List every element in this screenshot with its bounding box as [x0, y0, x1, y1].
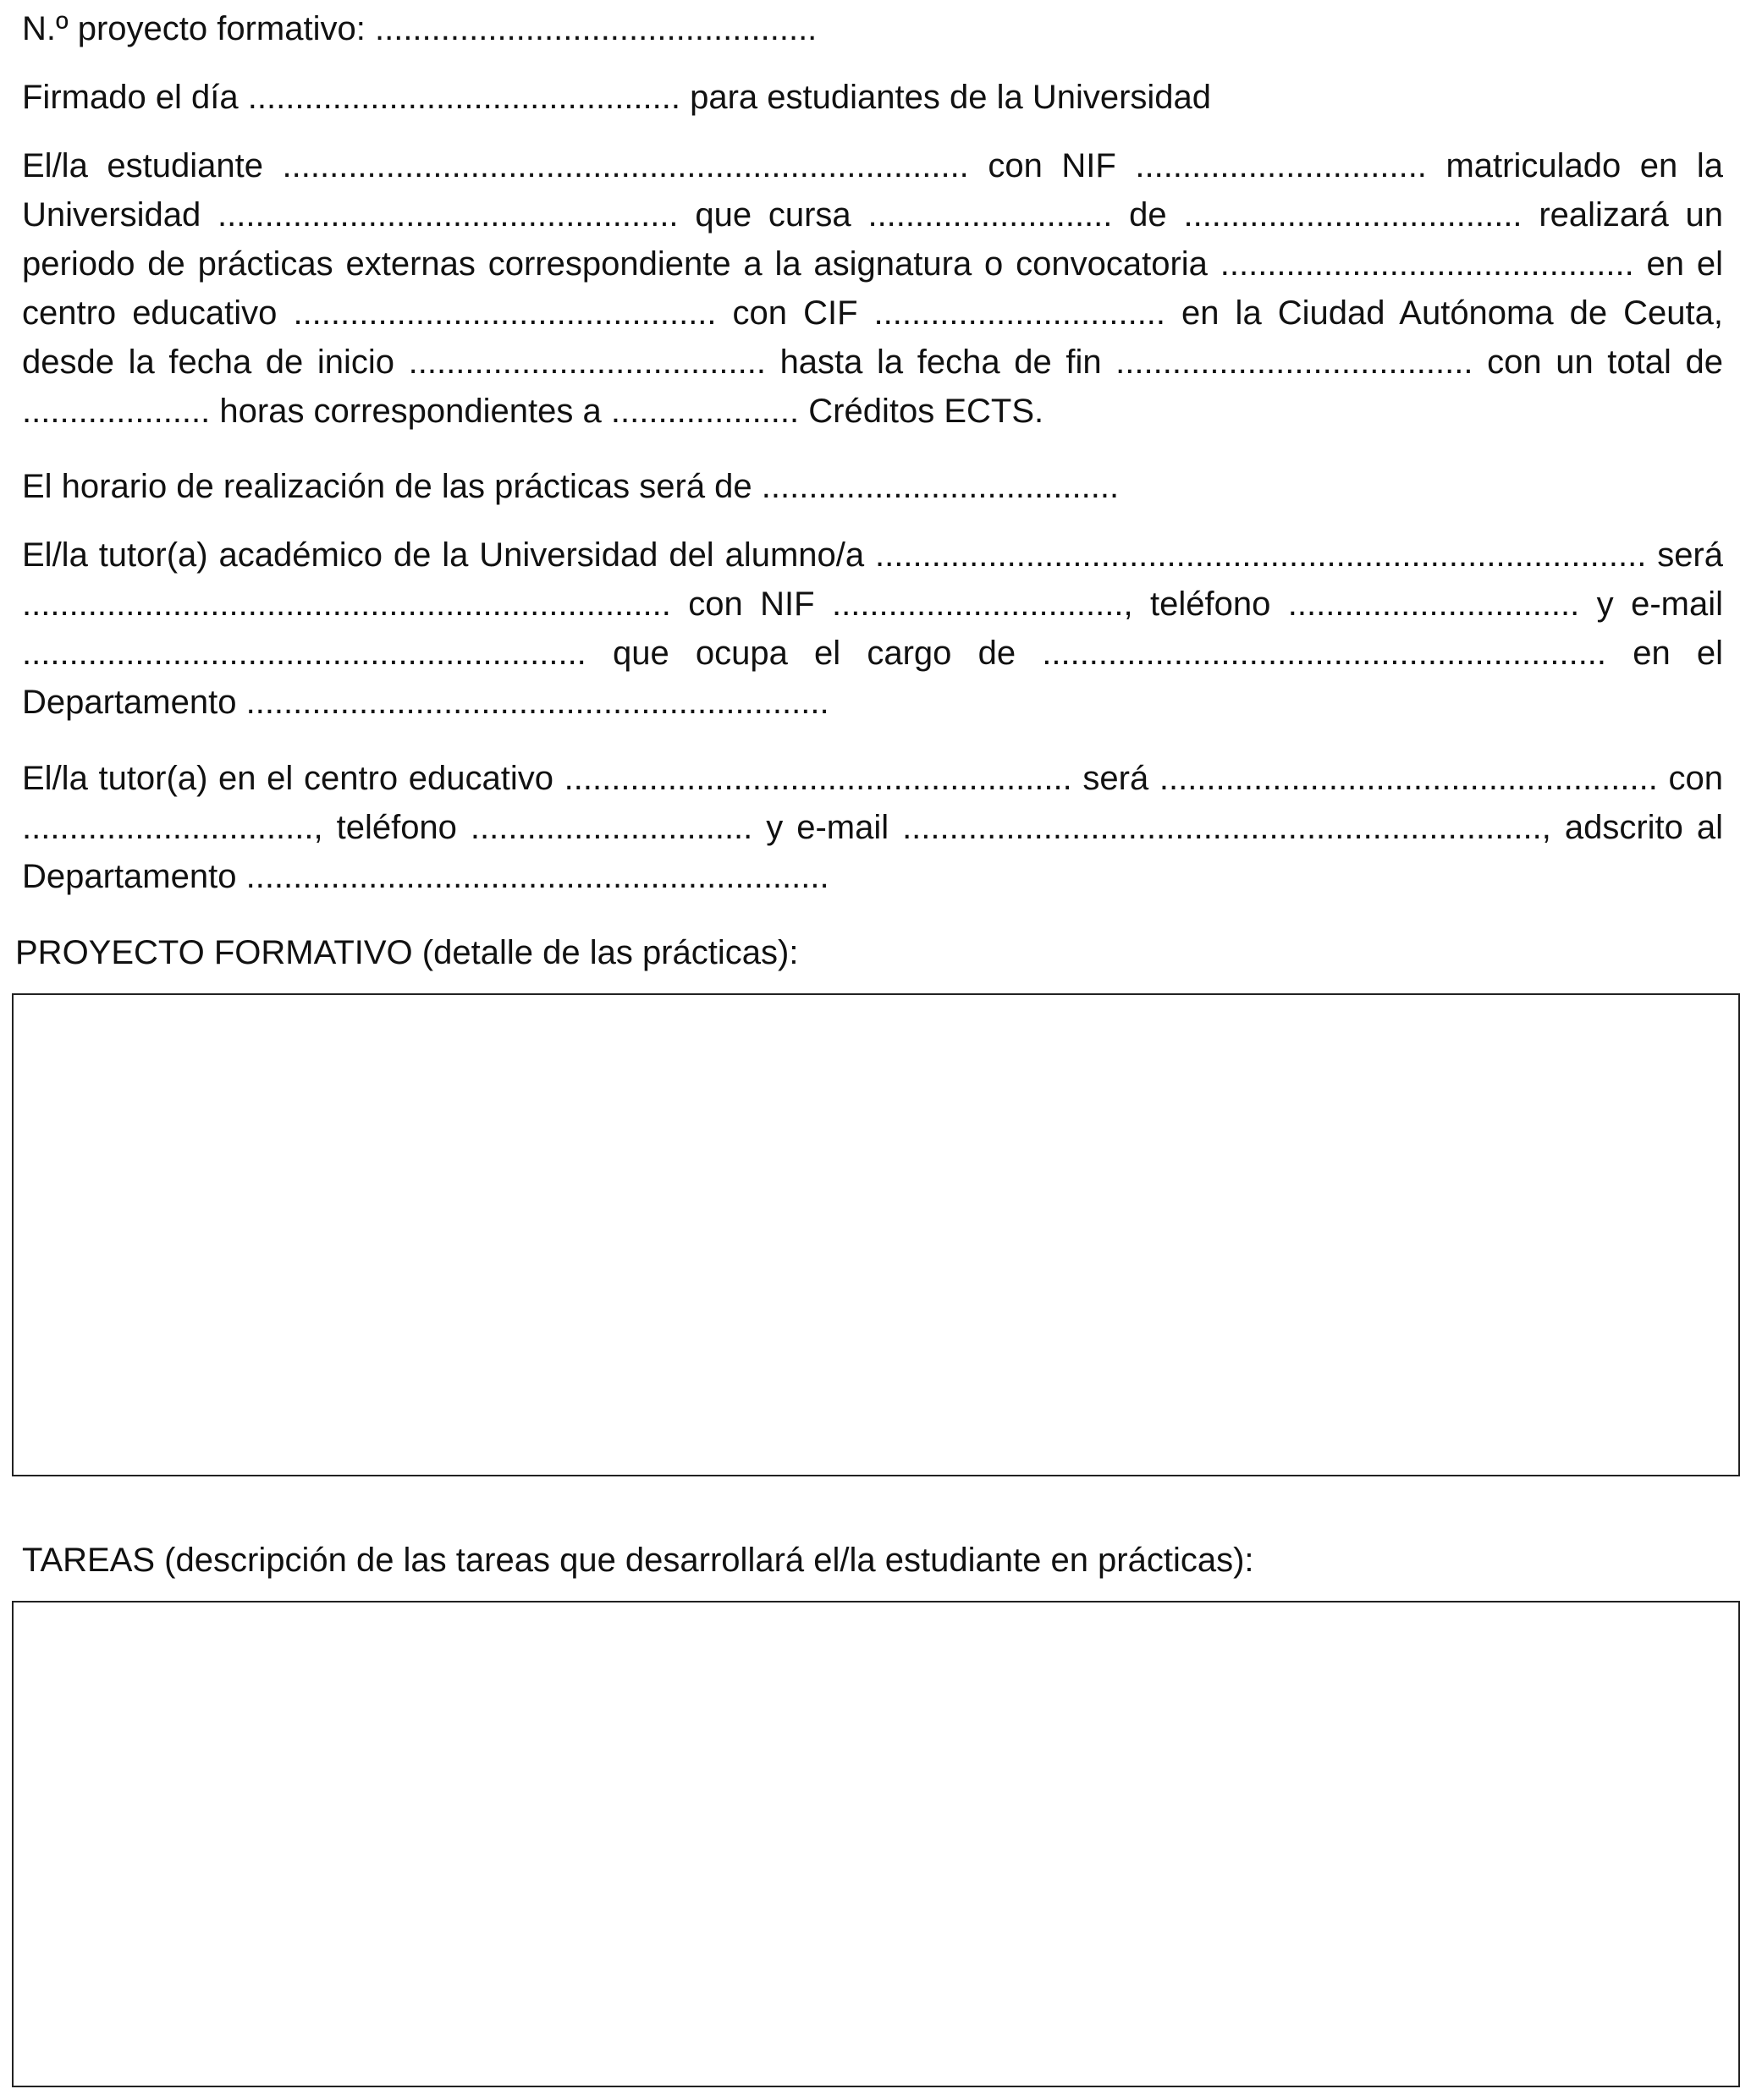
signed-on-line: Firmado el día .............................................. para estudiantes de la Universidad	[22, 79, 1212, 116]
tasks-box[interactable]	[12, 1601, 1740, 2087]
academic-tutor-paragraph: El/la tutor(a) académico de la Universidad del alumno/a .................................................................................. será ..................................................................... con NIF ..............................., teléfono ............................... y e-mail ............................................................ que ocupa el cargo de ............................................................ en el Departamento ..............................................................	[22, 536, 1723, 721]
project-number-line: N.º proyecto formativo: ...............................................	[22, 10, 818, 47]
schedule-line: El horario de realización de las prácticas será de ......................................	[22, 468, 1120, 505]
student-paragraph: El/la estudiante ......................................................................... con NIF ............................... matriculado en la Universidad ................................................. que cursa .......................... de .................................... realizará un periodo de prácticas externas correspondiente a la asignatura o convocatoria ............................................ en el centro educativo ............................................. con CIF ............................... en la Ciudad Autónoma de Ceuta, desde la fecha de inicio ...................................... hasta la fecha de fin ...................................... con un total de .................... horas correspondientes a .................... Créditos ECTS.	[22, 147, 1723, 430]
project-heading: PROYECTO FORMATIVO (detalle de las prácticas):	[15, 934, 799, 971]
project-detail-box[interactable]	[12, 993, 1740, 1476]
center-tutor-paragraph: El/la tutor(a) en el centro educativo ...................................................... será ..................................................... con ..............................., teléfono .............................. y e-mail ...................................................................., adscrito al Departamento ..............................................................	[22, 760, 1723, 895]
tasks-heading: TAREAS (descripción de las tareas que desarrollará el/la estudiante en prácticas):	[22, 1542, 1254, 1579]
